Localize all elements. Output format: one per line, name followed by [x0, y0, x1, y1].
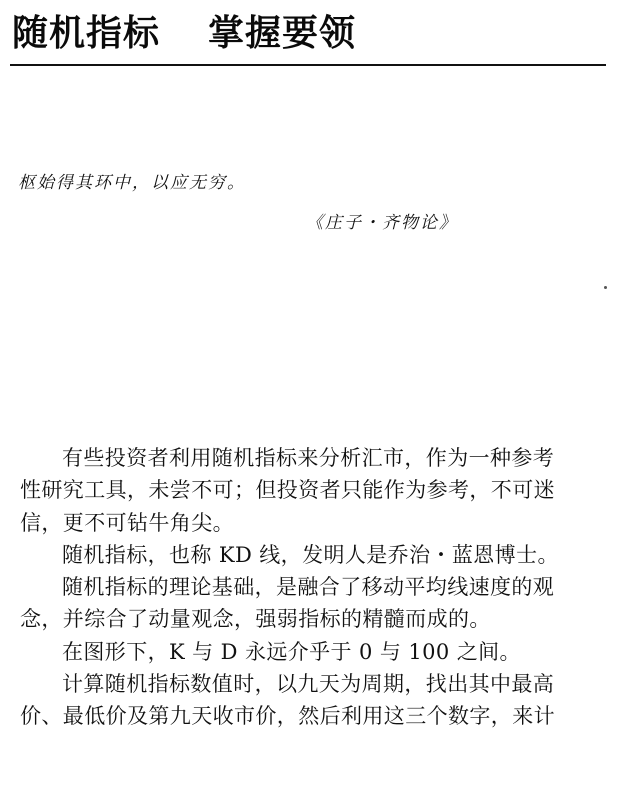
- paragraph-line: 念，并综合了动量观念，强弱指标的精髓而成的。: [20, 607, 491, 632]
- paragraph-line: 价、最低价及第九天收市价，然后利用这三个数字，来计: [20, 704, 555, 729]
- epigraph-source: 《庄子・齐物论》: [306, 213, 458, 233]
- chapter-title-part1: 随机指标: [12, 13, 161, 54]
- paragraph-line: 在图形下，K 与 D 永远介乎于 0 与 100 之间。: [62, 639, 521, 664]
- chapter-title-part2: 掌握要领: [208, 13, 357, 54]
- chapter-title: [12, 10, 356, 58]
- paragraph-line: 随机指标的理论基础，是融合了移动平均线速度的观: [62, 575, 555, 600]
- body-text: [20, 442, 610, 733]
- paragraph-line: 有些投资者利用随机指标来分析汇市，作为一种参考: [62, 446, 555, 470]
- title-underline-rule: [10, 64, 606, 66]
- paragraph-line: 信，更不可钻牛角尖。: [20, 510, 234, 535]
- epigraph-quote: 枢始得其环中，以应无穷。: [18, 173, 246, 193]
- paragraph-line: 计算随机指标数值时，以九天为周期，找出其中最高: [62, 672, 555, 697]
- scan-speck: [604, 286, 607, 289]
- paragraph-line: 随机指标，也称 KD 线，发明人是乔治・蓝恩博士。: [62, 542, 559, 567]
- paragraph-line: 性研究工具，未尝不可；但投资者只能作为参考，不可迷: [20, 478, 555, 503]
